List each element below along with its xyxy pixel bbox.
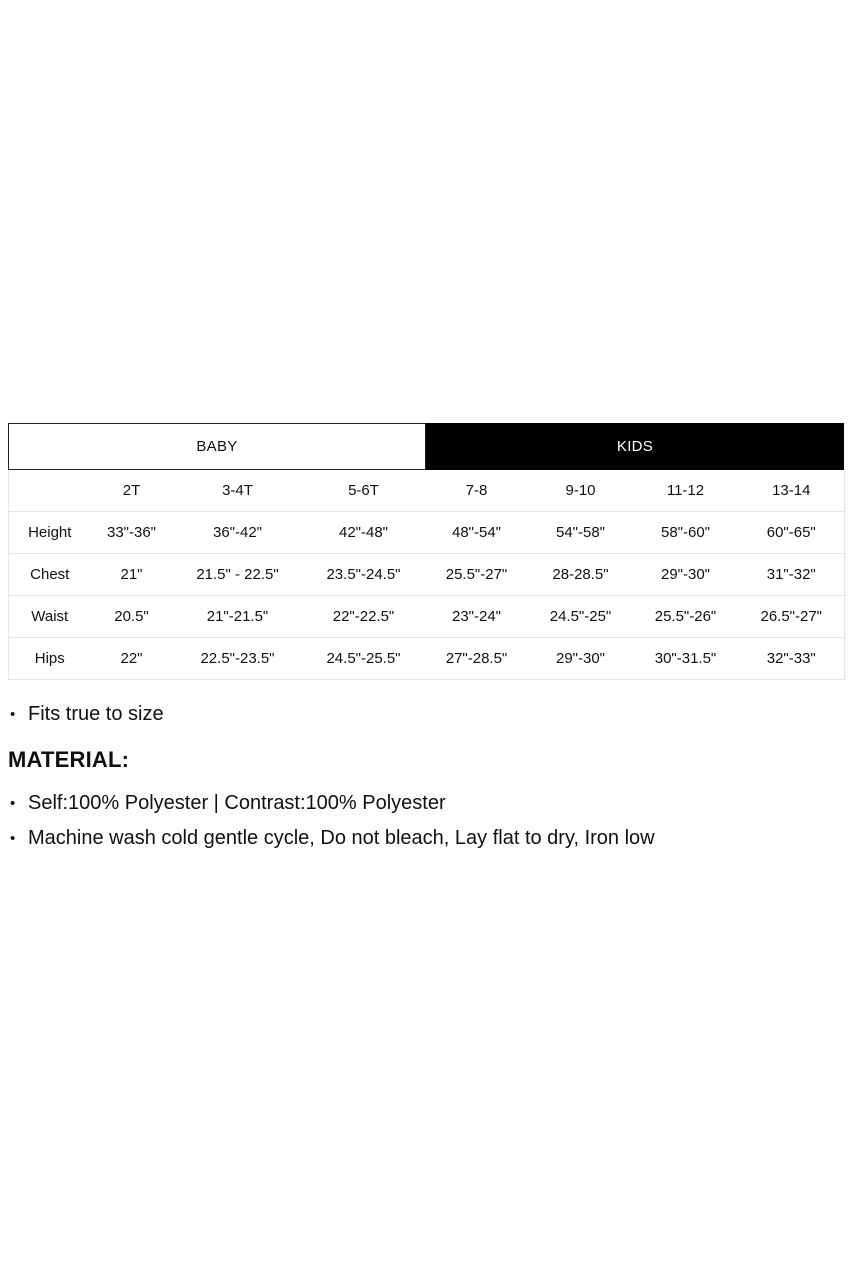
tab-baby[interactable]: BABY <box>8 423 426 470</box>
table-cell: 22.5"-23.5" <box>173 638 303 680</box>
material-item: • Self:100% Polyester | Contrast:100% Polyester <box>8 786 848 821</box>
table-cell: 30"-31.5" <box>633 638 739 680</box>
table-header-cell <box>9 470 91 512</box>
table-cell: 24.5"-25.5" <box>303 638 425 680</box>
table-header-cell: 3-4T <box>222 482 253 499</box>
table-header-cell: 11-12 <box>666 482 705 499</box>
product-notes <box>8 697 848 856</box>
table-cell: 60"-65" <box>739 512 845 554</box>
table-cell: 58"-60" <box>633 512 739 554</box>
material-heading: MATERIAL: <box>8 747 130 772</box>
fit-note-item: • Fits true to size <box>8 697 848 732</box>
table-cell: 21" <box>91 554 173 596</box>
row-label: Hips <box>9 638 91 680</box>
table-header-cell: 7-8 <box>465 482 488 499</box>
table-cell: 26.5"-27" <box>739 596 845 638</box>
table-cell: 36"-42" <box>173 512 303 554</box>
table-header-cell: 13-14 <box>739 470 845 512</box>
table-row <box>9 596 845 638</box>
row-label: Height <box>9 512 91 554</box>
row-label: Waist <box>9 596 91 638</box>
size-table <box>8 470 845 680</box>
row-label: Chest <box>9 554 91 596</box>
size-chart <box>8 423 844 680</box>
table-header-cell: 9-10 <box>565 482 596 499</box>
table-cell: 25.5"-27" <box>425 554 529 596</box>
table-row <box>9 554 845 596</box>
table-cell: 33"-36" <box>91 512 173 554</box>
material-list <box>8 786 848 856</box>
table-cell: 22" <box>91 638 173 680</box>
care-instructions-item: • Machine wash cold gentle cycle, Do not bleach, Lay flat to dry, Iron low <box>8 821 848 856</box>
table-cell: 23.5"-24.5" <box>303 554 425 596</box>
size-chart-tabs <box>8 423 844 470</box>
table-row <box>9 638 845 680</box>
table-cell: 28-28.5" <box>529 554 633 596</box>
table-cell: 54"-58" <box>529 512 633 554</box>
table-cell: 31"-32" <box>739 554 845 596</box>
table-cell: 20.5" <box>91 596 173 638</box>
table-header-cell: 5-6T <box>348 482 379 499</box>
table-cell: 42"-48" <box>303 512 425 554</box>
table-cell: 32"-33" <box>739 638 845 680</box>
table-cell: 27"-28.5" <box>425 638 529 680</box>
table-cell: 29"-30" <box>529 638 633 680</box>
table-cell: 23"-24" <box>425 596 529 638</box>
fit-notes-list <box>8 697 848 732</box>
table-cell: 48"-54" <box>425 512 529 554</box>
table-header-cell: 2T <box>122 482 141 499</box>
tab-kids[interactable]: KIDS <box>426 423 844 470</box>
table-cell: 21.5" - 22.5" <box>173 554 303 596</box>
table-cell: 22"-22.5" <box>303 596 425 638</box>
table-cell: 25.5"-26" <box>633 596 739 638</box>
table-header-row <box>9 470 845 512</box>
table-cell: 24.5"-25" <box>529 596 633 638</box>
table-cell: 29"-30" <box>633 554 739 596</box>
table-row <box>9 512 845 554</box>
table-cell: 21"-21.5" <box>173 596 303 638</box>
